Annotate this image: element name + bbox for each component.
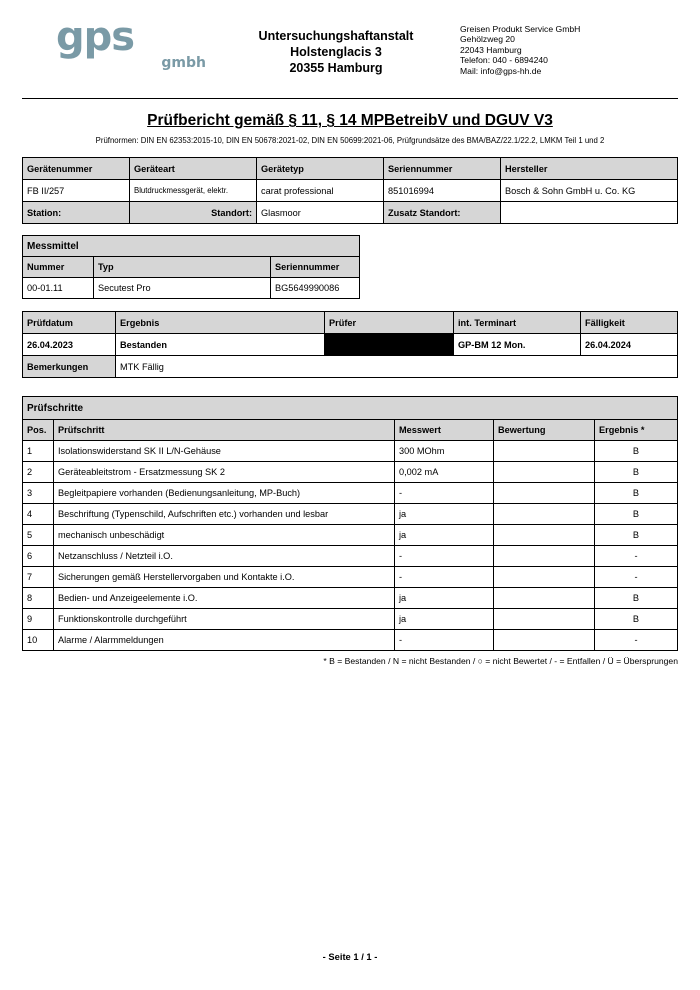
- pruefung-value-date: 26.04.2023: [23, 334, 116, 356]
- device-value-zusatz-standort: [501, 202, 678, 224]
- step-ergebnis: -: [595, 630, 678, 651]
- steps-header-bewertung: Bewertung: [494, 420, 595, 441]
- company-line-5: Mail: info@gps-hh.de: [460, 65, 542, 76]
- step-bewertung: [494, 441, 595, 462]
- norms-line: Prüfnormen: DIN EN 62353:2015-10, DIN EN 50678:2021-02, DIN EN 50699:2021-06, Prüfgrundsätze des BMA/BAZ/22.1/22.2, LMKM Teil 1 und 2: [95, 136, 605, 145]
- step-messwert: 0,002 mA: [395, 462, 494, 483]
- pruefung-header-inspector: Prüfer: [325, 312, 454, 334]
- step-messwert: ja: [395, 588, 494, 609]
- pruefung-header-date: Prüfdatum: [23, 312, 116, 334]
- company-line-3: 22043 Hamburg: [460, 44, 522, 55]
- step-label: Alarme / Alarmmeldungen: [54, 630, 395, 651]
- device-label-standort: Standort:: [130, 202, 257, 224]
- pruefung-value-due: 26.04.2024: [581, 334, 678, 356]
- table-row: [23, 483, 678, 504]
- step-bewertung: [494, 483, 595, 504]
- table-row: [23, 462, 678, 483]
- table-row: [23, 180, 678, 202]
- device-value-type: carat professional: [257, 180, 384, 202]
- step-bewertung: [494, 609, 595, 630]
- step-label: Bedien- und Anzeigeelemente i.O.: [54, 588, 395, 609]
- step-messwert: -: [395, 546, 494, 567]
- steps-header-step: Prüfschritt: [54, 420, 395, 441]
- step-ergebnis: B: [595, 609, 678, 630]
- company-address: [460, 18, 678, 76]
- facility-line-1: Untersuchungshaftanstalt: [258, 29, 414, 43]
- device-header-number: Gerätenummer: [23, 158, 130, 180]
- step-pos: 7: [23, 567, 54, 588]
- step-ergebnis: B: [595, 525, 678, 546]
- step-label: Netzanschluss / Netzteil i.O.: [54, 546, 395, 567]
- step-label: mechanisch unbeschädigt: [54, 525, 395, 546]
- table-row: [23, 504, 678, 525]
- device-header-kind: Geräteart: [130, 158, 257, 180]
- step-bewertung: [494, 462, 595, 483]
- pruefung-header-result: Ergebnis: [116, 312, 325, 334]
- company-line-2: Gehölzweg 20: [460, 34, 515, 45]
- company-line-1: Greisen Produkt Service GmbH: [460, 24, 581, 34]
- pruefung-header-due: Fälligkeit: [581, 312, 678, 334]
- step-pos: 3: [23, 483, 54, 504]
- device-header-manufacturer: Hersteller: [501, 158, 678, 180]
- table-row: [23, 630, 678, 651]
- messmittel-value-number: 00-01.11: [23, 278, 94, 299]
- device-value-number: FB II/257: [23, 180, 130, 202]
- step-pos: 6: [23, 546, 54, 567]
- table-row: [23, 525, 678, 546]
- table-row: [23, 609, 678, 630]
- step-messwert: ja: [395, 504, 494, 525]
- table-row: [23, 278, 360, 299]
- step-pos: 10: [23, 630, 54, 651]
- step-label: Begleitpapiere vorhanden (Bedienungsanleitung, MP-Buch): [54, 483, 395, 504]
- table-row: [23, 202, 678, 224]
- device-value-standort: Glasmoor: [257, 202, 384, 224]
- step-bewertung: [494, 504, 595, 525]
- pruefung-label-remarks: Bemerkungen: [23, 356, 116, 378]
- step-label: Geräteableitstrom - Ersatzmessung SK 2: [54, 462, 395, 483]
- device-header-type: Gerätetyp: [257, 158, 384, 180]
- steps-header-messwert: Messwert: [395, 420, 494, 441]
- table-row: [23, 441, 678, 462]
- table-row: [23, 312, 678, 334]
- device-value-manufacturer: Bosch & Sohn GmbH u. Co. KG: [501, 180, 678, 202]
- pruefung-value-remarks: MTK Fällig: [116, 356, 678, 378]
- device-value-serial: 851016994: [384, 180, 501, 202]
- table-row: [23, 158, 678, 180]
- step-label: Beschriftung (Typenschild, Aufschriften etc.) vorhanden und lesbar: [54, 504, 395, 525]
- step-pos: 4: [23, 504, 54, 525]
- document-header: [22, 0, 678, 94]
- device-label-station: Station:: [23, 202, 130, 224]
- messmittel-section: [22, 235, 360, 299]
- table-row: [23, 334, 678, 356]
- step-ergebnis: B: [595, 462, 678, 483]
- table-row: [23, 420, 678, 441]
- table-row: [23, 236, 360, 257]
- table-row: [23, 356, 678, 378]
- step-ergebnis: B: [595, 441, 678, 462]
- messmittel-value-type: Secutest Pro: [94, 278, 271, 299]
- step-ergebnis: B: [595, 483, 678, 504]
- company-line-4: Telefon: 040 - 6894240: [460, 55, 548, 66]
- step-ergebnis: -: [595, 546, 678, 567]
- pruefung-value-inspector-redacted: [325, 334, 454, 356]
- messmittel-header-type: Typ: [94, 257, 271, 278]
- device-section: [22, 157, 678, 224]
- facility-address: [212, 18, 460, 76]
- logo-wordmark: gps: [56, 14, 135, 60]
- facility-line-2: Holstenglacis 3: [290, 45, 382, 59]
- page-footer: - Seite 1 / 1 -: [322, 951, 378, 962]
- step-pos: 1: [23, 441, 54, 462]
- device-table: [22, 157, 678, 224]
- table-row: [23, 588, 678, 609]
- table-row: [23, 546, 678, 567]
- step-pos: 5: [23, 525, 54, 546]
- company-logo: [22, 14, 212, 71]
- messmittel-title: Messmittel: [23, 236, 360, 257]
- page-title: Prüfbericht gemäß § 11, § 14 MPBetreibV und DGUV V3: [147, 112, 553, 129]
- step-label: Sicherungen gemäß Herstellervorgaben und Kontakte i.O.: [54, 567, 395, 588]
- messmittel-header-number: Nummer: [23, 257, 94, 278]
- pruefung-table: [22, 311, 678, 378]
- step-ergebnis: -: [595, 567, 678, 588]
- messmittel-table: [22, 235, 360, 299]
- device-header-serial: Seriennummer: [384, 158, 501, 180]
- pruefung-section: [22, 311, 678, 378]
- step-bewertung: [494, 525, 595, 546]
- table-row: [23, 397, 678, 420]
- device-value-kind: Blutdruckmessgerät, elektr.: [130, 180, 257, 202]
- step-messwert: 300 MOhm: [395, 441, 494, 462]
- messmittel-value-serial: BG5649990086: [271, 278, 360, 299]
- step-label: Isolationswiderstand SK II L/N-Gehäuse: [54, 441, 395, 462]
- step-messwert: -: [395, 567, 494, 588]
- pruefung-value-result: Bestanden: [116, 334, 325, 356]
- step-pos: 2: [23, 462, 54, 483]
- step-bewertung: [494, 567, 595, 588]
- header-divider: [22, 98, 678, 99]
- step-messwert: ja: [395, 525, 494, 546]
- device-label-zusatz-standort: Zusatz Standort:: [384, 202, 501, 224]
- step-pos: 9: [23, 609, 54, 630]
- step-messwert: -: [395, 483, 494, 504]
- step-messwert: ja: [395, 609, 494, 630]
- steps-header-pos: Pos.: [23, 420, 54, 441]
- messmittel-header-serial: Seriennummer: [271, 257, 360, 278]
- step-bewertung: [494, 588, 595, 609]
- step-ergebnis: B: [595, 588, 678, 609]
- logo-subtext: gmbh: [161, 55, 206, 71]
- step-bewertung: [494, 630, 595, 651]
- step-label: Funktionskontrolle durchgeführt: [54, 609, 395, 630]
- pruefung-value-interval: GP-BM 12 Mon.: [454, 334, 581, 356]
- step-pos: 8: [23, 588, 54, 609]
- table-row: [23, 567, 678, 588]
- pruefschritte-section: [22, 396, 678, 666]
- step-ergebnis: B: [595, 504, 678, 525]
- step-messwert: -: [395, 630, 494, 651]
- step-bewertung: [494, 546, 595, 567]
- steps-header-ergebnis: Ergebnis *: [595, 420, 678, 441]
- pruefung-header-interval: int. Terminart: [454, 312, 581, 334]
- facility-line-3: 20355 Hamburg: [289, 61, 383, 75]
- results-legend: * B = Bestanden / N = nicht Bestanden / ○ = nicht Bewertet / - = Entfallen / Ü = Übersprungen: [323, 656, 678, 666]
- pruefschritte-table: [22, 396, 678, 651]
- table-row: [23, 257, 360, 278]
- pruefschritte-title: Prüfschritte: [23, 397, 678, 420]
